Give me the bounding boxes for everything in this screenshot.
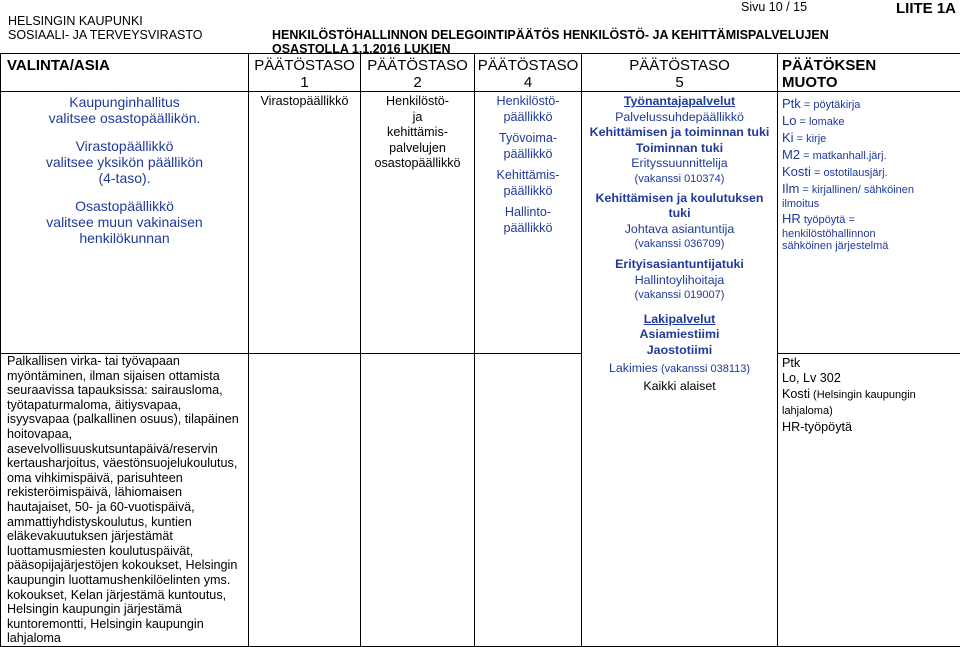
- level4-cell: Henkilöstö- päällikkö Työvoima- päällikkö Kehittämis- päällikkö Hallinto- päällikkö: [475, 92, 582, 354]
- level5-tyonantajapalvelut: Työnantajapalvelut: [582, 94, 777, 110]
- level5-cell: [582, 92, 778, 647]
- level5-tuki: tuki: [582, 206, 777, 222]
- level5-hallintoylihoitaja: Hallintoylihoitaja: [582, 273, 777, 289]
- org-name: HELSINGIN KAUPUNKI: [8, 14, 143, 29]
- table-header-row: [1, 54, 960, 92]
- level5-asiamiestiimi: Asiamiestiimi: [582, 327, 777, 343]
- level5-lakimies: Lakimies (vakanssi 038113): [582, 361, 777, 378]
- level5-erityssuunnittelija: Erityssuunnittelija: [582, 156, 777, 172]
- department-name: SOSIAALI- JA TERVEYSVIRASTO: [8, 28, 203, 43]
- col-header-level5: PÄÄTÖSTASO 5: [582, 54, 778, 92]
- delegation-table: [0, 53, 960, 647]
- page-number: Sivu 10 / 15: [741, 0, 807, 14]
- selection-rules: Kaupunginhallitus valitsee osastopäällikön. Virastopäällikkö valitsee yksikön päällikön (4-taso). Osastopäällikkö valitsee muun vakinaisen henkilökunnan: [1, 92, 249, 354]
- level4-empty: [475, 354, 582, 647]
- col-header-level2: PÄÄTÖSTASO 2: [361, 54, 475, 92]
- col-header-form: PÄÄTÖKSEN MUOTO: [778, 54, 960, 92]
- level5-vakanssi-1: (vakanssi 010374): [582, 172, 777, 188]
- level5-lakipalvelut: Lakipalvelut: [582, 312, 777, 328]
- level5-johtava-asiantuntija: Johtava asiantuntija: [582, 222, 777, 238]
- table-row-leave: [1, 354, 960, 647]
- level5-toiminnan-tuki: Toiminnan tuki: [582, 141, 777, 157]
- attachment-label: LIITE 1A: [896, 0, 956, 17]
- level1-empty: [249, 354, 361, 647]
- col-header-level4: PÄÄTÖSTASO 4: [475, 54, 582, 92]
- col-header-level1: PÄÄTÖSTASO 1: [249, 54, 361, 92]
- level2-empty: [361, 354, 475, 647]
- level5-koulutuksen-tuki: Kehittämisen ja koulutuksen: [582, 191, 777, 207]
- leave-cases-text: Palkallisen virka- tai työvapaan myöntäminen, ilman sijaisen ottamista seuraavissa tapauksissa: sairausloma, työtapaturmaloma, äitiysvapaa, isyysvapaa (palkallinen osuus), tilapäinen hoitovapaa, asevelvollisuuskutsuntapäivä/reservin kertausharjoitus, väestönsuojelukoulutus, oma vihkimispäivä, parisuhteen rekisteröimispäivä, lähiomaisen hautajaiset, 50- ja 60-vuotispäivä, ammattiyhdistyskoulutus, kuntien eläkevakuutuksen järjestämät luottamusmiesten koulutuspäivät, pääsopijajärjestöjen kokoukset, Helsingin kaupungin luottamushenkilöelinten yms. kokoukset, Kelan järjestämä kuntoutus, Helsingin kaupungin järjestämä kuntoremontti, Helsingin kaupungin lahjaloma: [1, 354, 249, 647]
- level5-jaostotiimi: Jaostotiimi: [582, 343, 777, 359]
- col-header-asia: VALINTA/ASIA: [1, 54, 249, 92]
- level2-cell: Henkilöstö- ja kehittämis- palvelujen osastopäällikkö: [361, 92, 475, 354]
- level5-vakanssi-2: (vakanssi 036709): [582, 237, 777, 253]
- leave-decision-forms: Ptk Lo, Lv 302 Kosti (Helsingin kaupungin lahjaloma) HR-työpöytä: [778, 354, 960, 647]
- document-subtitle: OSASTOLLA 1.1.2016 LUKIEN: [272, 42, 451, 57]
- table-row-selection: [1, 92, 960, 354]
- document-title: HENKILÖSTÖHALLINNON DELEGOINTIPÄÄTÖS HENKILÖSTÖ- JA KEHITTÄMISPALVELUJEN: [272, 28, 829, 43]
- decision-forms-legend: Ptk = pöytäkirja Lo = lomake Ki = kirje M2 = matkanhall.järj. Kosti = ostotilausjärj. Ilm = kirjallinen/ sähköinen ilmoitus HR työpöytä = henkilöstöhallinnon sähköinen järjestelmä: [778, 92, 960, 354]
- level5-erityisasiantuntijatuki: Erityisasiantuntijatuki: [582, 257, 777, 273]
- level5-kaikki-alaiset: Kaikki alaiset: [582, 379, 777, 395]
- level5-kehittamisen-tuki: Kehittämisen ja toiminnan tuki: [582, 125, 777, 141]
- level5-vakanssi-3: (vakanssi 019007): [582, 288, 777, 304]
- level5-palvelussuhdepaallikko: Palvelussuhdepäällikkö: [582, 110, 777, 126]
- level1-cell: Virastopäällikkö: [249, 92, 361, 354]
